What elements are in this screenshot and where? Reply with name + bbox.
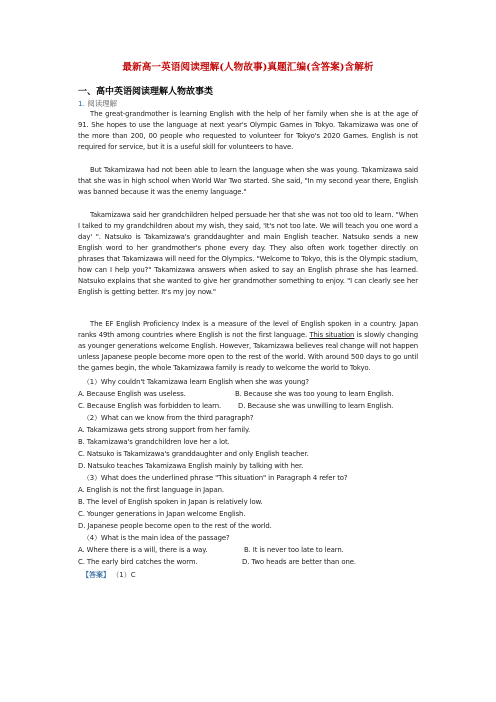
q4-option-b: B. It is never too late to learn. — [244, 546, 344, 554]
passage-paragraph-1: The great-grandmother is learning English with the help of her family when she is at the age of 91. She hopes to use the language at next year's Olympic Games in Tokyo. Takamizawa was one of the more than 200, 00 people who requested to volunteer for Tokyo's 2020 Games. English is not required for service, but it is a useful skill for volunteers to have. — [78, 110, 418, 151]
document-title: 最新高一英语阅读理解(人物故事)真题汇编(含答案)含解析 — [122, 62, 374, 73]
q2-option-b: B. Takamizawa's grandchildren love her a lot. — [78, 438, 230, 446]
q3-option-d: D. Japanese people become open to the rest of the world. — [78, 522, 272, 530]
section-heading: 一、高中英语阅读理解人物故事类 — [78, 87, 214, 97]
question-2-stem: （2）What can we know from the third paragraph? — [83, 414, 254, 422]
q3-option-b: B. The level of English spoken in Japan is relatively low. — [78, 498, 263, 506]
passage-paragraph-4 — [78, 319, 418, 374]
question-number: 1. — [78, 99, 86, 108]
passage-paragraph-3: Takamizawa said her grandchildren helped persuade her that she was not too old to learn. "When I talked to my grandchildren about my wish, they said, 'It's not too late. We will teach you one word a day' ". Natsuko is Takamizawa's granddaughter and main English teacher. Natsuko sends a new English word to her grandmother's phone every day. They also often work together directly on phrases that Takamizawa will need for the Olympics. "Welcome to Tokyo, this is the Olympic stadium, how can I help you?" Takamizawa answers when asked to say an English phrase she has learned. Natsuko explains that she wanted to give her grandmother something to enjoy. "I can clearly see her English is getting better. It's my joy now." — [78, 211, 418, 296]
question-4-stem: （4）What is the main idea of the passage? — [83, 534, 230, 542]
q2-option-d: D. Natsuko teaches Takamizawa English mainly by talking with her. — [78, 462, 304, 470]
underlined-phrase: This situation — [309, 331, 355, 339]
q4-option-a: A. Where there is a will, there is a way. — [78, 546, 208, 554]
q1-option-a: A. Because English was useless. — [78, 390, 186, 398]
q4-option-d: D. Two heads are better than one. — [242, 558, 356, 566]
q1-option-b: B. Because she was too young to learn English. — [235, 390, 394, 398]
q2-option-c: C. Natsuko is Takamizawa's granddaughter and only English teacher. — [78, 450, 309, 458]
q3-option-a: A. English is not the first language in Japan. — [78, 486, 224, 494]
answer-line — [82, 570, 136, 580]
question-1-stem: （1）Why couldn't Takamizawa learn English when she was young? — [83, 378, 309, 386]
p4-text-before: The EF English Proficiency Index is a measure of the level of English spoken in a country. Japan ranks 49th among countries where English is not the first language. — [78, 320, 418, 339]
q2-option-a: A. Takamizawa gets strong support from her family. — [78, 426, 251, 434]
question-label — [78, 98, 117, 109]
answer-tag: 【答案】 — [82, 571, 110, 579]
passage-paragraph-2: But Takamizawa had not been able to learn the language when she was young. Takamizawa said that she was in high school when World War Two started. She said, "In my second year there, English was banned because it was the enemy language." — [78, 166, 418, 196]
question-type: 阅读理解 — [87, 99, 117, 108]
q1-option-d: D. Because she was unwilling to learn English. — [238, 402, 394, 410]
q4-option-c: C. The early bird catches the worm. — [78, 558, 198, 566]
question-3-stem: （3）What does the underlined phrase "This situation" in Paragraph 4 refer to? — [83, 474, 348, 482]
q1-option-c: C. Because English was forbidden to learn. — [78, 402, 222, 410]
p4-text-after: is slowly changing as younger generations welcome English. However, Takamizawa believes real change will not happen unless Japanese people become more open to the rest of the world. With around 500 days to go until the games begin, the whole Takamizawa family is ready to welcome the world to Tokyo. — [78, 331, 419, 372]
answer-value: （1）C — [112, 571, 136, 579]
q3-option-c: C. Younger generations in Japan welcome English. — [78, 510, 246, 518]
